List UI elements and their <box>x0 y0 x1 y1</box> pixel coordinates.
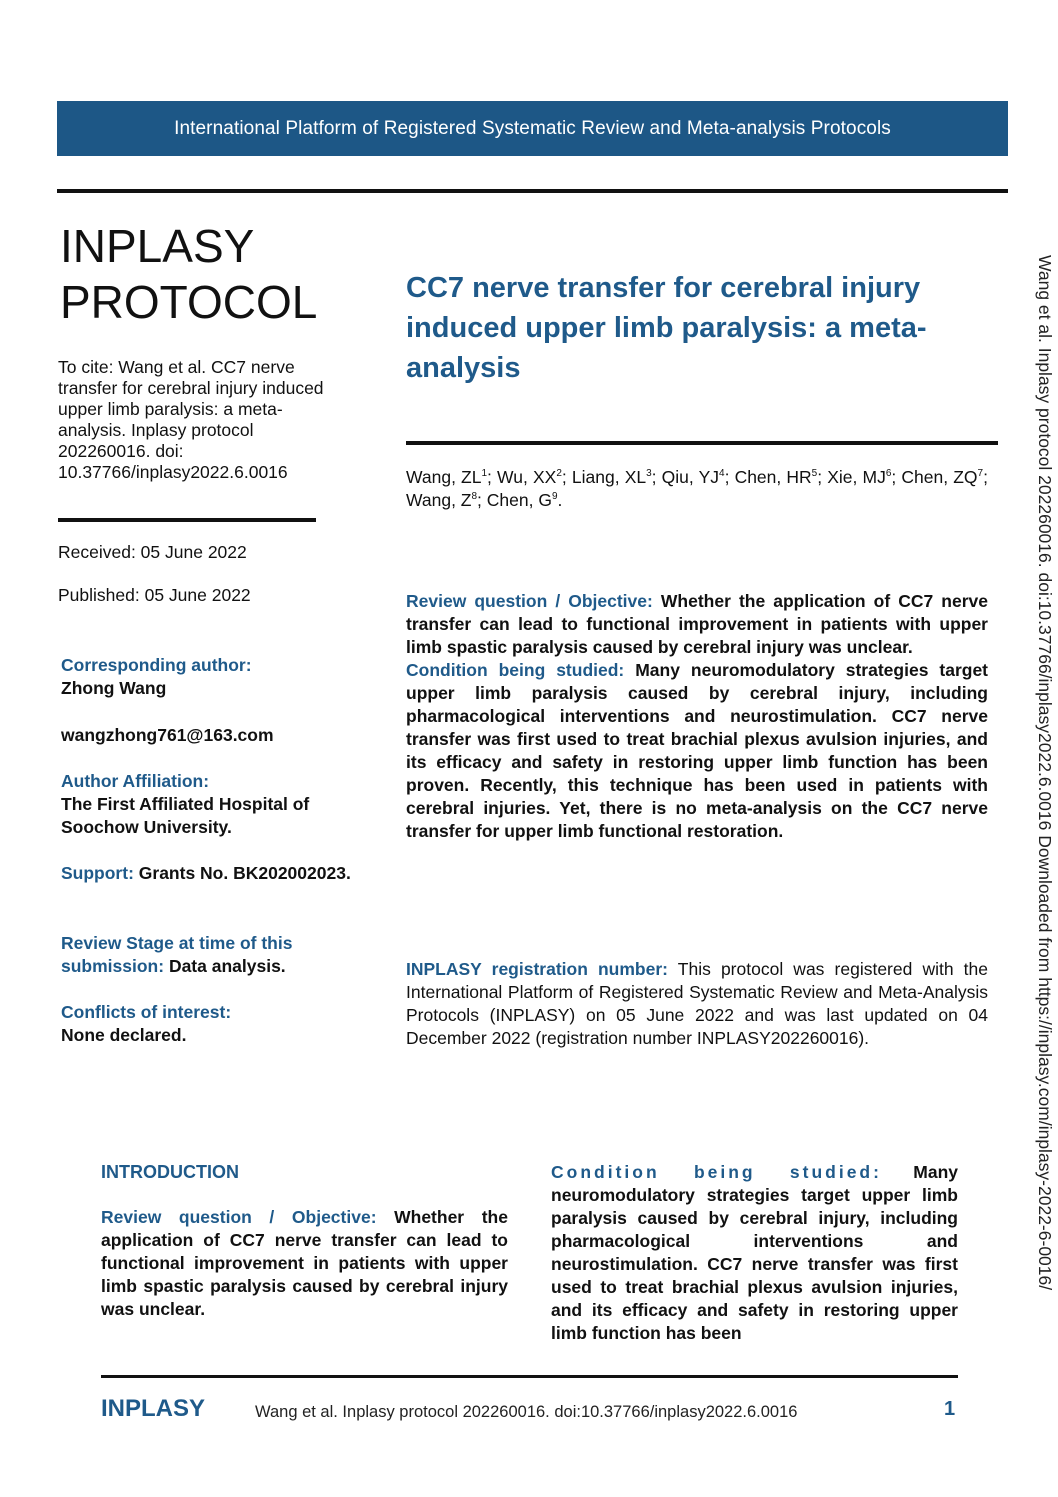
author-name: Chen, HR <box>734 467 812 487</box>
author-name: Liang, XL <box>571 467 647 487</box>
footer-divider <box>101 1375 958 1378</box>
review-stage-label: Review Stage at time of this submission: <box>61 933 293 976</box>
footer-brand: INPLASY <box>101 1395 206 1422</box>
abstract-objective-text: Whether the application of CC7 nerve transfer can lead to functional improvement in patients with upper limb spastic paralysis caused by cerebral injury was unclear. <box>406 591 988 657</box>
affiliation-label: Author Affiliation: <box>61 771 210 791</box>
banner-text: International Platform of Registered Systematic Review and Meta-analysis Protocols <box>174 117 891 139</box>
support-block <box>61 862 351 885</box>
review-stage-block <box>61 932 351 978</box>
author-name: Qiu, YJ <box>661 467 719 487</box>
email-block <box>61 724 351 747</box>
intro-condition-label: Condition being studied: <box>551 1162 882 1182</box>
author-name: Xie, MJ <box>827 467 886 487</box>
page-number: 1 <box>944 1398 956 1420</box>
author-affiliation-number: 5 <box>811 468 818 480</box>
author-affiliation-number: 4 <box>719 468 725 480</box>
author-affiliation-number: 8 <box>471 491 478 503</box>
support-value: Grants No. BK202002023. <box>133 863 351 883</box>
author-affiliation-number: 7 <box>977 468 984 480</box>
affiliation-block <box>61 770 351 839</box>
header-banner <box>57 101 1008 156</box>
protocol-brand-title <box>60 218 317 330</box>
received-date: Received: 05 June 2022 <box>58 542 247 562</box>
author-affiliation-number: 3 <box>646 468 652 480</box>
intro-condition <box>551 1161 958 1345</box>
conflicts-value: None declared. <box>61 1025 187 1045</box>
registration-label: INPLASY registration number: <box>406 959 668 979</box>
introduction-heading: INTRODUCTION <box>101 1162 239 1182</box>
conflicts-label: Conflicts of interest: <box>61 1002 232 1022</box>
abstract-condition <box>406 659 988 843</box>
author-name: Wang, ZL <box>406 467 482 487</box>
abstract-objective-label: Review question / Objective: <box>406 591 653 611</box>
support-label: Support: <box>61 863 134 883</box>
review-stage-value: Data analysis. <box>164 956 286 976</box>
author-affiliation-number: 1 <box>481 468 488 480</box>
author-list: Wang, $ZL^1$; Wu, $XX^2$; Liang, $XL^3$; Qiu, $YJ^4$; Chen, $HR^5$; Xie, $MJ^6$; Chen, $ZQ^7$; Wang, $Z^8$; Chen, $G^9$. <box>406 467 988 510</box>
brand-line-1: INPLASY <box>60 220 255 272</box>
brand-line-2: PROTOCOL <box>60 276 318 328</box>
registration-section <box>406 958 988 1050</box>
footer-citation: Wang et al. Inplasy protocol 202260016. doi:10.37766/inplasy2022.6.0016 <box>255 1403 798 1421</box>
intro-objective-label: Review question / Objective: <box>101 1207 377 1227</box>
top-divider <box>57 189 1008 193</box>
corresponding-author-email[interactable]: wangzhong761@163.com <box>61 725 274 745</box>
intro-objective-text: Whether the application of CC7 nerve transfer can lead to functional improvement in patients with upper limb spastic paralysis caused by cerebral injury was unclear. <box>101 1207 508 1319</box>
abstract-section <box>406 590 988 843</box>
title-divider <box>406 441 998 445</box>
conflicts-block <box>61 1001 351 1047</box>
published-date: Published: 05 June 2022 <box>58 585 251 605</box>
citation-text: To cite: Wang et al. CC7 nerve transfer for cerebral injury induced upper limb paralysis: a meta-analysis. Inplasy protocol 202260016. doi: 10.37766/inplasy2022.6.0016 <box>58 357 324 482</box>
intro-condition-text: Many neuromodulatory strategies target upper limb paralysis caused by cerebral injury, including pharmacological interventions and neurostimulation. CC7 nerve transfer was first used to treat brachial plexus avulsion injuries, and its efficacy and safety in restoring upper limb function has been <box>551 1162 958 1343</box>
affiliation-value: The First Affiliated Hospital of Soochow University. <box>61 794 310 837</box>
author-name: Chen, G <box>486 490 552 510</box>
author-affiliation-number: 2 <box>556 468 562 480</box>
abstract-objective <box>406 590 988 659</box>
corresponding-author-block <box>61 654 351 700</box>
registration-text: This protocol was registered with the International Platform of Registered Systematic Review and Meta-Analysis Protocols (INPLASY) on 05 June 2022 and was last updated on 04 December 2022 (registration number INPLASY202260016). <box>406 959 988 1048</box>
corresponding-author-name: Zhong Wang <box>61 678 167 698</box>
left-divider <box>58 518 316 522</box>
author-affiliation-number: 9 <box>551 491 558 503</box>
author-name: Wu, XX <box>497 467 557 487</box>
author-name: Wang, Z <box>406 490 472 510</box>
corresponding-author-label: Corresponding author: <box>61 655 252 675</box>
abstract-condition-label: Condition being studied: <box>406 660 625 680</box>
intro-objective <box>101 1206 508 1321</box>
author-affiliation-number: 6 <box>885 468 892 480</box>
author-name: Chen, ZQ <box>901 467 978 487</box>
side-download-note: Wang et al. Inplasy protocol 202260016. doi:10.37766/inplasy2022.6.0016 Downloaded from https://inplasy.com/inplasy-2022-6-0016/ <box>1035 255 1055 1291</box>
article-title: CC7 nerve transfer for cerebral injury induced upper limb paralysis: a meta-analysis <box>406 272 927 384</box>
abstract-condition-text: Many neuromodulatory strategies target upper limb paralysis caused by cerebral injury, including pharmacological interventions and neurostimulation. CC7 nerve transfer was first used to treat brachial plexus avulsion injuries, and its efficacy and safety in restoring upper limb function has been proven. Recently, this technique has been used in patients with cerebral injuries. Yet, there is no meta-analysis on the CC7 nerve transfer for upper limb functional restoration. <box>406 660 988 841</box>
